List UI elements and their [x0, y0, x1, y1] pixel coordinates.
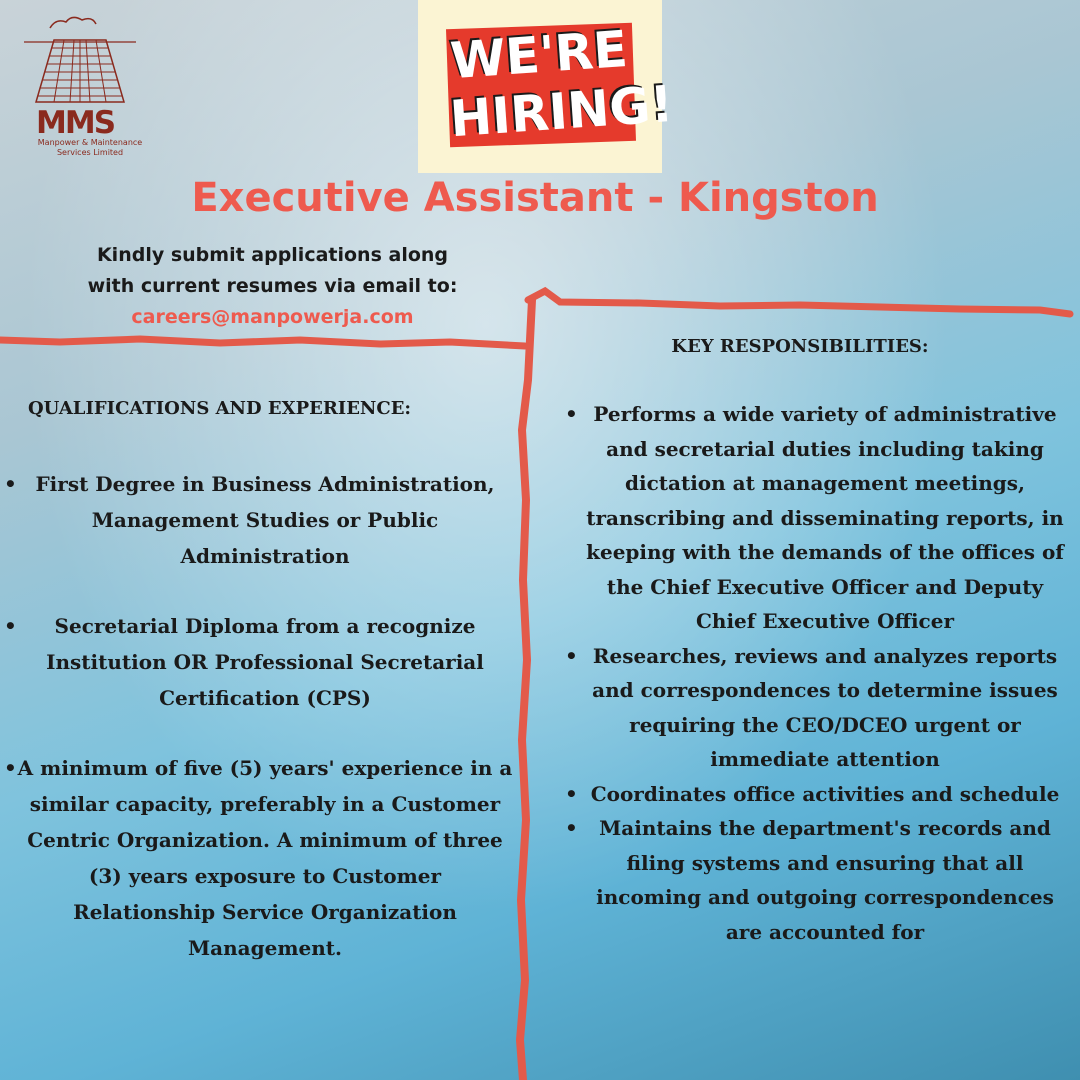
logo-company-line1: Manpower & Maintenance [37, 138, 143, 147]
qualification-text: First Degree in Business Administration, Management Studies or Public Administration [35, 472, 495, 568]
responsibilities-heading: KEY RESPONSIBILITIES: [671, 336, 929, 357]
qualifications-list [4, 466, 514, 966]
responsibility-item [565, 397, 1075, 639]
responsibility-item [565, 639, 1075, 777]
qualification-item [4, 466, 514, 574]
logo-company-line2: Services Limited [56, 148, 124, 157]
qualifications-heading: QUALIFICATIONS AND EXPERIENCE: [28, 398, 412, 419]
bullet-icon: • [565, 781, 578, 806]
apply-line1: Kindly submit applications along [96, 244, 449, 266]
right-horizontal-divider [528, 291, 1070, 314]
logo-letters: MMS [36, 105, 115, 141]
responsibility-text: Coordinates office activities and schedule [590, 781, 1060, 806]
responsibility-text: Maintains the department's records and filing systems and ensuring that all incoming and outgoing correspondences are accounted for [596, 816, 1054, 944]
responsibilities-list [565, 397, 1075, 949]
qualification-item [4, 608, 514, 716]
responsibility-item [565, 777, 1075, 812]
responsibility-item [565, 811, 1075, 949]
left-horizontal-divider [0, 339, 525, 346]
bullet-icon: • [565, 816, 578, 840]
hiring-line1: WE'RE [448, 19, 630, 91]
qualification-text: Secretarial Diploma from a recognize Institution OR Professional Secretarial Certification (CPS) [46, 614, 484, 710]
apply-email-link[interactable]: careers@manpowerja.com [131, 306, 414, 328]
bullet-icon: • [565, 402, 578, 426]
apply-line2: with current resumes via email to: [87, 275, 458, 297]
job-title: Executive Assistant - Kingston [191, 175, 879, 221]
bullet-icon: • [4, 472, 17, 496]
bullet-icon: • [565, 643, 578, 668]
qualification-text: A minimum of five (5) years' experience in a similar capacity, preferably in a Customer Centric Organization. A minimum of three (3) years exposure to Customer Relationship Service Organization Management. [17, 756, 513, 960]
hiring-line2: HIRING! [448, 74, 675, 149]
qualification-item [4, 750, 514, 966]
bullet-icon: • [4, 614, 17, 638]
vertical-divider [520, 300, 532, 1080]
bullet-icon: • [4, 756, 17, 780]
responsibility-text: Performs a wide variety of administrative and secretarial duties including taking dictation at management meetings, transcribing and disseminating reports, in keeping with the demands of the offices of the Chief Executive Officer and Deputy Chief Executive Officer [586, 402, 1064, 633]
responsibility-text: Researches, reviews and analyzes reports and correspondences to determine issues requiring the CEO/DCEO urgent or immediate attention [592, 643, 1058, 771]
